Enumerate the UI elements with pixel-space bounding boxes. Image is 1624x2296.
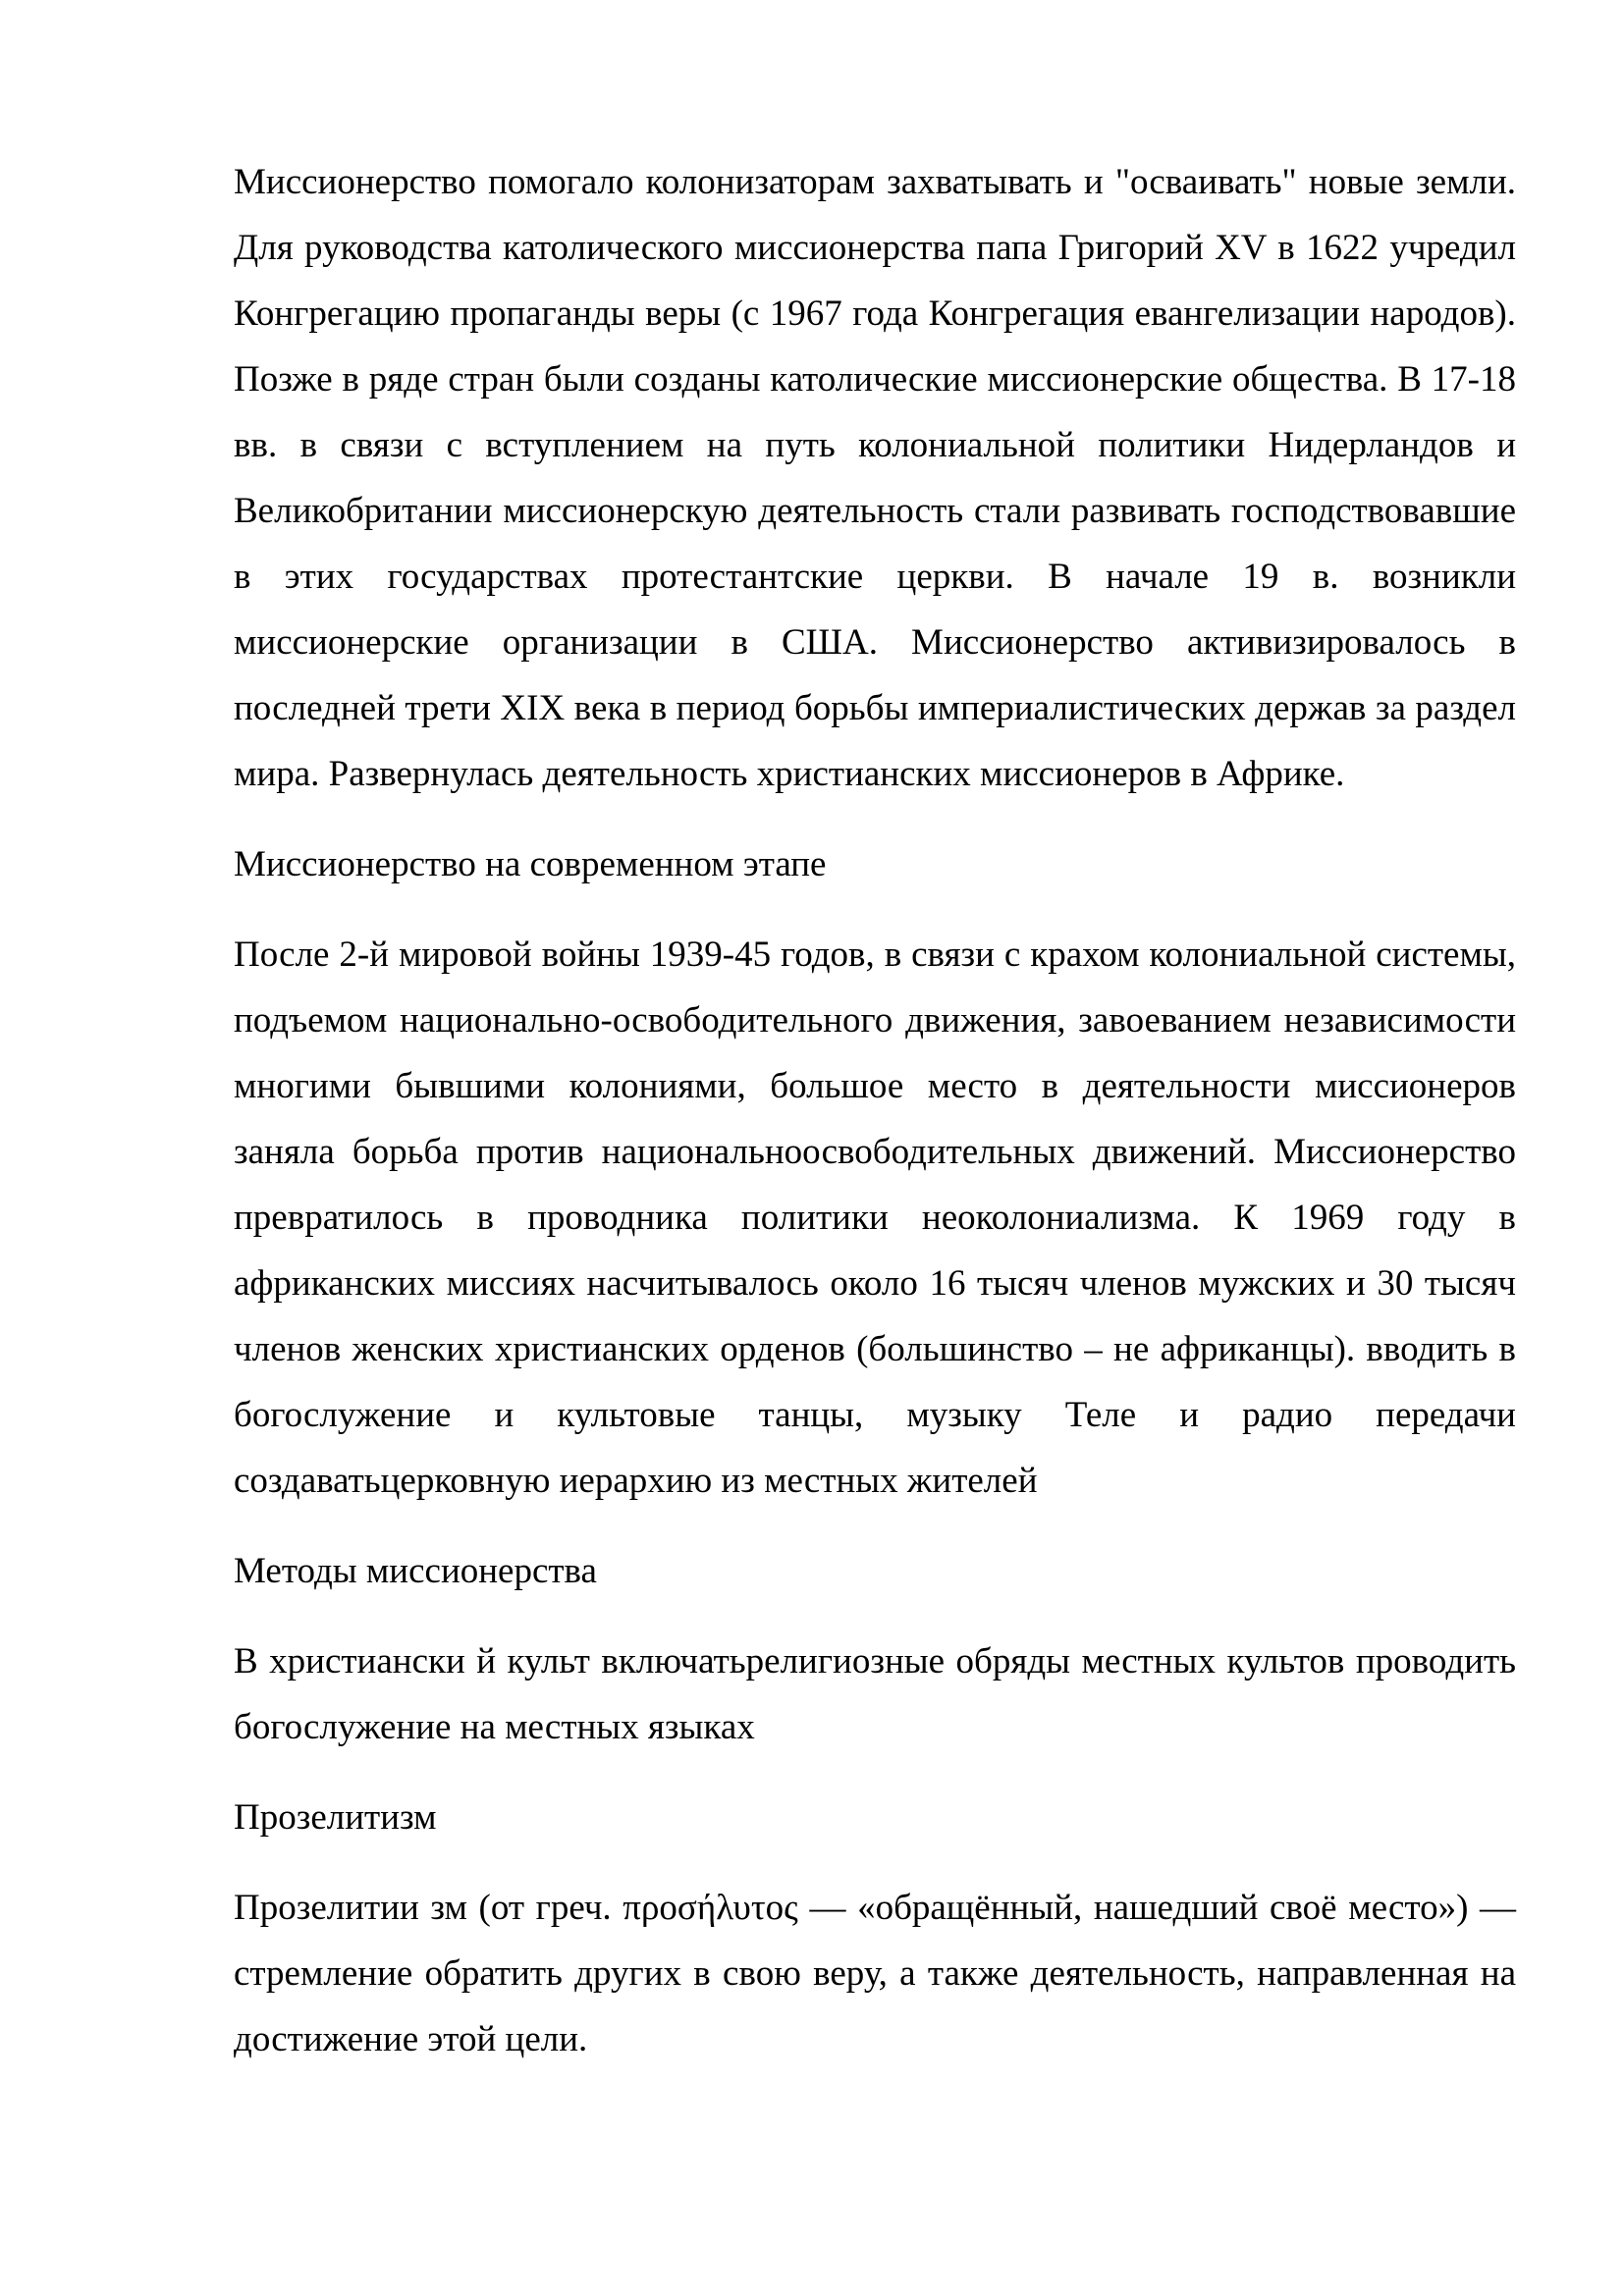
heading-proselytism: Прозелитизм <box>234 1797 437 1838</box>
heading-missionary-methods: Методы миссионерства <box>234 1551 597 1591</box>
paragraph-missionary-history: Миссионерство помогало колонизаторам захватывать и "осваивать" новые земли. Для руководства католического миссионерства папа Григорий XV в 1622 учредил Конгрегацию пропаганды веры (с 1967 года Конгрегация евангелизации народов). Позже в ряде стран были созданы католические миссионерские общества. В 17-18 вв. в связи с вступлением на путь колониальной политики Нидерландов и Великобритании миссионерскую деятельность стали развивать господствовавшие в этих государствах протестантские церкви. В начале 19 в. возникли миссионерские организации в США. Миссионерство активизировалось в последней трети XIX века в период борьбы империалистических держав за раздел мира. Развернулась деятельность христианских миссионеров в Африке. <box>234 162 1516 794</box>
heading-modern-missionary: Миссионерство на современном этапе <box>234 844 827 884</box>
paragraph-post-war-missionary: После 2-й мировой войны 1939-45 годов, в связи с крахом колониальной системы, подъемом национально-освободительного движения, завоеванием независимости многими бывшими колониями, большое место в деятельности миссионеров заняла борьба против национальноосвободительных движений. Миссионерство превратилось в проводника политики неоколониализма. К 1969 году в африканских миссиях насчитывалось около 16 тысяч членов мужских и 30 тысяч членов женских христианских орденов (большинство – не африканцы). вводить в богослужение и культовые танцы, музыку Теле и радио передачи создаватьцерковную иерархию из местных жителей <box>234 934 1516 1501</box>
paragraph-methods: В христиански й культ включатьрелигиозные обряды местных культов проводить богослужение на местных языках <box>234 1641 1516 1747</box>
document-page <box>234 149 1516 2072</box>
paragraph-proselytism-definition: Прозелитии зм (от греч. προσήλυτος — «обращённый, нашедший своё место») — стремление обратить других в свою веру, а также деятельность, направленная на достижение этой цели. <box>234 1888 1516 2059</box>
